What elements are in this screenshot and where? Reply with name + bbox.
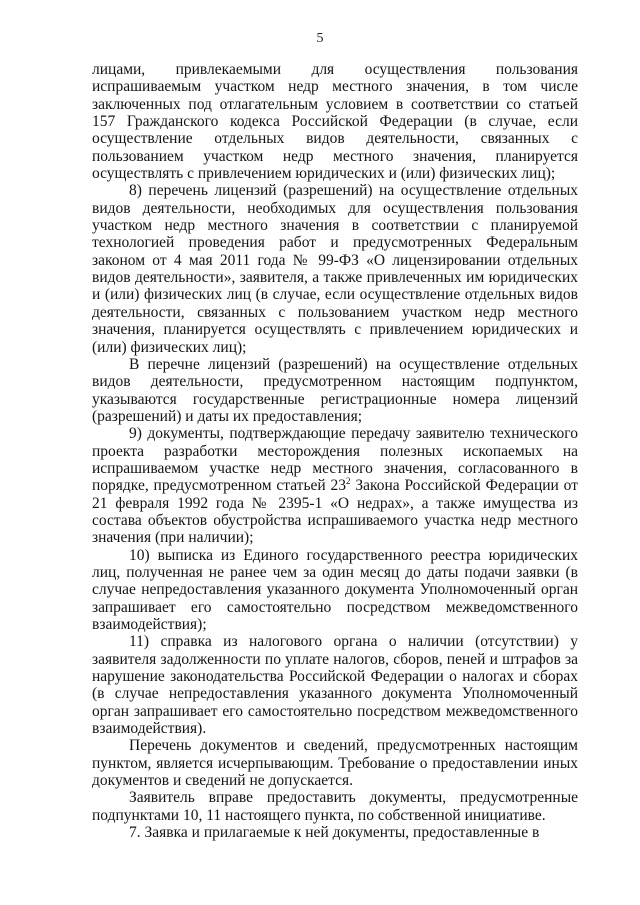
item-9-text-start: 9) документы, подтверждающие передачу заявителю технического проекта разработки месторождения полезных ископаемых на испрашиваемом участке недр местного значения, согласованного в порядке, предусмотренном статьей 23: [92, 425, 578, 495]
paragraph-licenses-note: В перечне лицензий (разрешений) на осуществление отдельных видов деятельности, предусмотренном настоящим подпунктом, указываются государственные регистрационные номера лицензий (разрешений) и даты их предоставления;: [92, 355, 578, 425]
paragraph-item-8: 8) перечень лицензий (разрешений) на осуществление отдельных видов деятельности, необходимых для осуществления пользования участком недр местного значения в соответствии с планируемой технологией проведения работ и предусмотренных Федеральным законом от 4 мая 2011 года № 99-ФЗ «О лицензировании отдельных видов деятельности», заявителя, а также привлеченных им юридических и (или) физических лиц (в случае, если осуществление отдельных видов деятельности, связанных с пользованием участком недр местного значения, планируется осуществлять с привлечением юридических и (или) физических лиц);: [92, 182, 578, 356]
paragraph-applicant-right: Заявитель вправе предоставить документы, предусмотренные подпунктами 10, 11 настоящего пункта, по собственной инициативе.: [92, 789, 578, 824]
item-9-text-end: Закона Российской Федерации от 21 февраля 1992 года № 2395-1 «О недрах», а также имущества из состава объектов обустройства испрашиваемого участка недр местного значения (при наличии);: [92, 477, 578, 547]
paragraph-item-9: [92, 425, 578, 546]
paragraph-item-10: 10) выписка из Единого государственного реестра юридических лиц, полученная не ранее чем за один месяц до даты подачи заявки (в случае непредоставления указанного документа Уполномоченный орган запрашивает его самостоятельно посредством межведомственного взаимодействия);: [92, 546, 578, 633]
paragraph-exhaustive-list: Перечень документов и сведений, предусмотренных настоящим пунктом, является исчерпывающим. Требование о предоставлении иных документов и сведений не допускается.: [92, 737, 578, 790]
paragraph-continuation: лицами, привлекаемыми для осуществления пользования испрашиваемым участком недр местного значения, в том числе заключенных под отлагательным условием в соответствии со статьей 157 Гражданского кодекса Российской Федерации (в случае, если осуществление отдельных видов деятельности, связанных с пользованием участком недр местного значения, планируется осуществлять с привлечением юридических и (или) физических лиц);: [92, 61, 578, 183]
page-number: 5: [316, 31, 324, 46]
paragraph-section-7: 7. Заявка и прилагаемые к ней документы, предоставленные в: [129, 824, 540, 842]
document-body: [92, 61, 578, 841]
article-superscript: 2: [346, 476, 351, 487]
paragraph-item-11: 11) справка из налогового органа о наличии (отсутствии) у заявителя задолженности по уплате налогов, сборов, пеней и штрафов за нарушение законодательства Российской Федерации о налогах и сборах (в случае непредоставления указанного документа Уполномоченный орган запрашивает его самостоятельно посредством межведомственного взаимодействия).: [92, 633, 578, 738]
